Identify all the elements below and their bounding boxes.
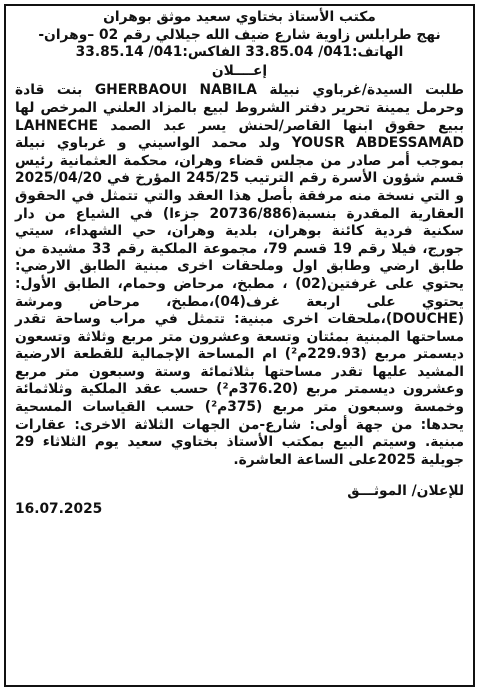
applicant-latin-name: GHERBAOUI NABILA <box>94 82 257 99</box>
office-name: مكتب الأستاذ بختاوي سعيد موثق بوهران <box>103 9 376 25</box>
notice-body <box>15 82 464 469</box>
body-text-3: ولد محمد الواسيني و غرباوي نبيلة بموجب أمر صادر من مجلس قضاء وهران، محكمة العثمانية رئيس قسم شؤون الأسرة رقم الترتيب 245/25 المؤرخ في 2025/04/20 و التي نسخة منه مرفقة بأصل هذا العقد والتي تتمثل في الحقوق العقارية المقدرة بنسبة(20736/886 جزءا) في الشياع من دار سكنية فردية كائنة بوهران، بلدية وهران، حي الشهداء، سيتي جورج، فيلا رقم 19 قسم 79، مجموعة الملكية رقم 33 مشيدة من طابق ارضي وطابق اول وملحقات اخرى مبنية الطابق الارضي: يحتوي على غرفتين(02) ، مطبخ، مرحاض وحمام، الطابق الأول: يحتوي على اربعة غرف(04)،مطبخ، مرحاض ومرشة <box>15 135 464 310</box>
notary-signature: للإعلان/ الموثـــق <box>347 483 464 500</box>
minor-latin-name: LAHNECHE YOUSR ABDESSAMAD <box>15 117 464 152</box>
douche-term: (DOUCHE) <box>385 311 464 328</box>
notice-date: 16.07.2025 <box>15 501 103 518</box>
office-phone-fax: الهاتف:041/ 33.85.04 الفاكس:041/ 33.85.14 <box>75 44 404 61</box>
notice-title: إعــــلان <box>211 62 268 79</box>
office-address: نهج طرابلس زاوية شارع ضيف الله جيلالي رقم 02 –وهران- <box>38 26 441 43</box>
body-text-4: ،ملحقات اخرى مبنية: تتمثل في مراب وساحة تقدر مساحتها المبنية بمئتان وتسعة وعشرون متر مربع وثلاثة وتسعون ديسمتر مربع (229.93م²) ام المساحة الإجمالية للقطعة الارضية المشيد عليها تقدر مساحتها بثلاثمائة وستة وسبعون متر مربع وعشرون ديسمتر مربع (376.20م²) حسب عقد الملكية وثلاثمائة وخمسة وسبعون متر مربع (375م²) حسب القياسات المسحية يحدها: من جهة أولى: شارع-من الجهات الثلاثة الاخرى: عقارات مبنية. وسيتم البيع بمكتب الأستاذ بختاوي سعيد يوم الثلاثاء 29 جويلية 2025على الساعة العاشرة. <box>15 311 465 468</box>
body-text-2: بنت قادة وحرمل يمينة تحرير دفتر الشروط لبيع بالمزاد العلني المرخص لها ببيع حقوق ابنها القاصر/لحنش يسر عبد الصمد <box>15 82 464 134</box>
notice-content <box>6 6 473 519</box>
body-text-1: طلبت السيدة/غرباوي نبيلة <box>256 82 465 99</box>
notice-frame <box>4 4 475 687</box>
